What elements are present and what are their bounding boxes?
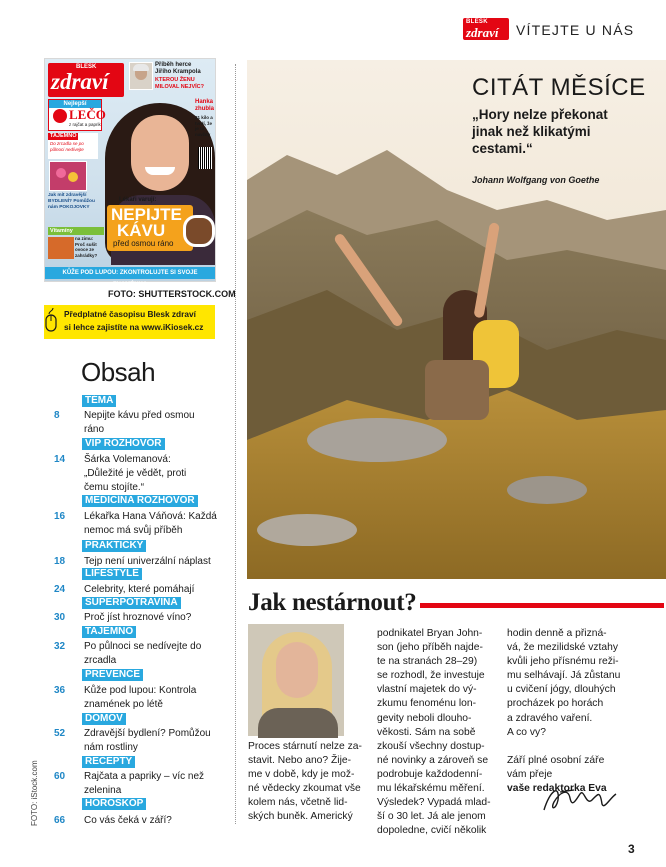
editor-portrait: [248, 624, 344, 736]
contents-entry[interactable]: Šárka Volemanová: „Důležité je vědět, proti čemu stojíte.“: [84, 454, 187, 493]
category-label: TÉMA: [82, 395, 116, 407]
category-label: SUPERPOTRAVINA: [82, 597, 181, 609]
cover-woman-smile: [145, 167, 175, 175]
logo-small-text: BLESK: [466, 19, 488, 25]
hanka-text: Hanka zhubla: [195, 99, 214, 112]
coffee-headline-box: NEPIJTE KÁVU před osmou ráno: [107, 205, 193, 251]
blesk-zdravi-logo: [463, 18, 509, 40]
flowers-photo: [49, 161, 87, 191]
headline-rule: [420, 603, 664, 608]
mouse-icon: [44, 308, 60, 334]
cover-logo: BLESK zdraví: [48, 63, 124, 97]
category-label: PRAKTICKY: [82, 540, 146, 552]
page-number[interactable]: 60: [54, 771, 66, 782]
category-label: HOROSKOP: [82, 798, 146, 810]
secret-box: TAJEMNO Do zrcadla se po půlnoci nedívejte: [48, 133, 98, 159]
actor-photo: [129, 62, 153, 90]
page-number[interactable]: 52: [54, 728, 66, 739]
page-number[interactable]: 36: [54, 685, 66, 696]
cover-story-text: Příběh herce Jiřího Krampola: [155, 62, 201, 75]
contents-entry[interactable]: Co vás čeká v září?: [84, 815, 172, 826]
article-column-2: podnikatel Bryan John- son (jeho příběh najde- te na stranách 28–29) se rozhodl, že investuje vlastní majetek do vý- zkumu fenoménu lon- gevity neboli dlouho- věkosti. Sám na sobě zkouší všechny dostup- né novinky a zároveň se podrobuje každodenní- mu lékařskému měření. Výsledek? Vypadá mlad- ší o 30 let. Já ale jenom dopoledne, cvičí několik: [377, 628, 491, 837]
garden-text: Jak mít zdravější BYDLENÍ? Pomůžou nám POKOJOVKY: [48, 193, 95, 210]
article-headline: Jak nestárnout?: [248, 589, 417, 616]
section-title: VÍTEJTE U NÁS: [516, 22, 635, 38]
page-number[interactable]: 66: [54, 815, 66, 826]
contents-entry[interactable]: Proč jíst hroznové víno?: [84, 612, 192, 623]
category-label: MEDICÍNA ROZHOVOR: [82, 495, 198, 507]
article-column-1: Proces stárnutí nelze za- stavit. Nebo ano? Žije- me v době, kdy je mož- né vědecky zkoumat vše kolem nás, včetně lid- ských buněk. Americký: [248, 741, 362, 823]
cover-story-hook: KTEROU ŽENU MILOVAL NEJVÍC?: [155, 77, 204, 90]
coffee-cup: [183, 215, 215, 247]
category-label: TAJEMNO: [82, 626, 136, 638]
vitamins-tag: Vitamíny: [48, 227, 104, 235]
photo-credit: FOTO: SHUTTERSTOCK.COM: [108, 289, 236, 299]
contents-entry[interactable]: Zdravější bydlení? Pomůžou nám rostliny: [84, 728, 211, 753]
quote-text: „Hory nelze překonat jinak než klikatými cestami.“: [472, 107, 608, 156]
hiker-body: [425, 360, 489, 420]
page-number-footer: 3: [628, 842, 635, 856]
category-label: DOMOV: [82, 713, 126, 725]
page-number[interactable]: 32: [54, 641, 66, 652]
signoff: vaše redaktorka Eva: [507, 782, 607, 794]
contents-entry[interactable]: Kůže pod lupou: Kontrola znamének po létě: [84, 685, 197, 710]
subscription-banner[interactable]: [44, 305, 215, 339]
page-number[interactable]: 24: [54, 584, 66, 595]
contents-entry[interactable]: Celebrity, které pomáhají: [84, 584, 195, 595]
contents-entry[interactable]: Nepijte kávu před osmou ráno: [84, 410, 195, 435]
contents-entry[interactable]: Po půlnoci se nedívejte do zrcadla: [84, 641, 202, 666]
category-label: LIFESTYLE: [82, 568, 142, 580]
subscription-text: Předplatné časopisu Blesk zdraví si lehce zajistíte na www.iKiosek.cz: [64, 309, 204, 332]
contents-entry[interactable]: Tejp není univerzální náplast: [84, 556, 211, 567]
side-photo-credit: FOTO: iStock.com: [30, 760, 39, 826]
editor-signature: [540, 780, 620, 816]
category-label: RECEPTY: [82, 756, 135, 768]
logo-big-text: zdraví: [466, 25, 499, 40]
contents-entry[interactable]: Lékařka Hana Váňová: Každá nemoc má svůj příběh: [84, 511, 217, 536]
quote-author: Johann Wolfgang von Goethe: [472, 175, 600, 185]
magazine-cover: [44, 58, 216, 288]
cover-woman-face: [131, 115, 189, 191]
page-number[interactable]: 16: [54, 511, 66, 522]
column-divider: [235, 64, 236, 824]
leco-box: Nejlepší LEČO z rajčat a paprik: [48, 99, 102, 131]
contents-entry[interactable]: Rajčata a papriky – víc než zelenina: [84, 771, 205, 796]
page-number[interactable]: 8: [54, 410, 60, 421]
page-number[interactable]: 30: [54, 612, 66, 623]
category-label: PREVENCE: [82, 669, 143, 681]
article-column-3: hodin denně a přizná- vá, že mezilidské vztahy kvůli jeho přísnému reži- mu selhávají. Já zůstanu u cvičení jógy, dlouhých procházek po horách a zdravého vaření. A co vy? Září plné osobní záře vám přeje vaše redaktorka Eva: [507, 627, 629, 796]
barcode: [198, 147, 212, 169]
hanka-sub: 21 kilo a tvrdí, že je to navždy: [195, 115, 213, 137]
quote-title: CITÁT MĚSÍCE: [472, 74, 646, 101]
contents-title: Obsah: [81, 357, 156, 387]
page-number[interactable]: 18: [54, 556, 66, 567]
vitamins-text: na zimu: Proč sušit ovoce ze zahrádky?: [75, 236, 98, 258]
doctor-warning: Lékaři varují:: [119, 197, 157, 203]
cover-bottom-strip: KŮŽE POD LUPOU: ZKONTROLUJTE SI SVOJE ZNAMÉNKA: [45, 267, 215, 279]
fruit-photo: [48, 237, 74, 259]
category-label: VIP ROZHOVOR: [82, 438, 165, 450]
page-number[interactable]: 14: [54, 454, 66, 465]
